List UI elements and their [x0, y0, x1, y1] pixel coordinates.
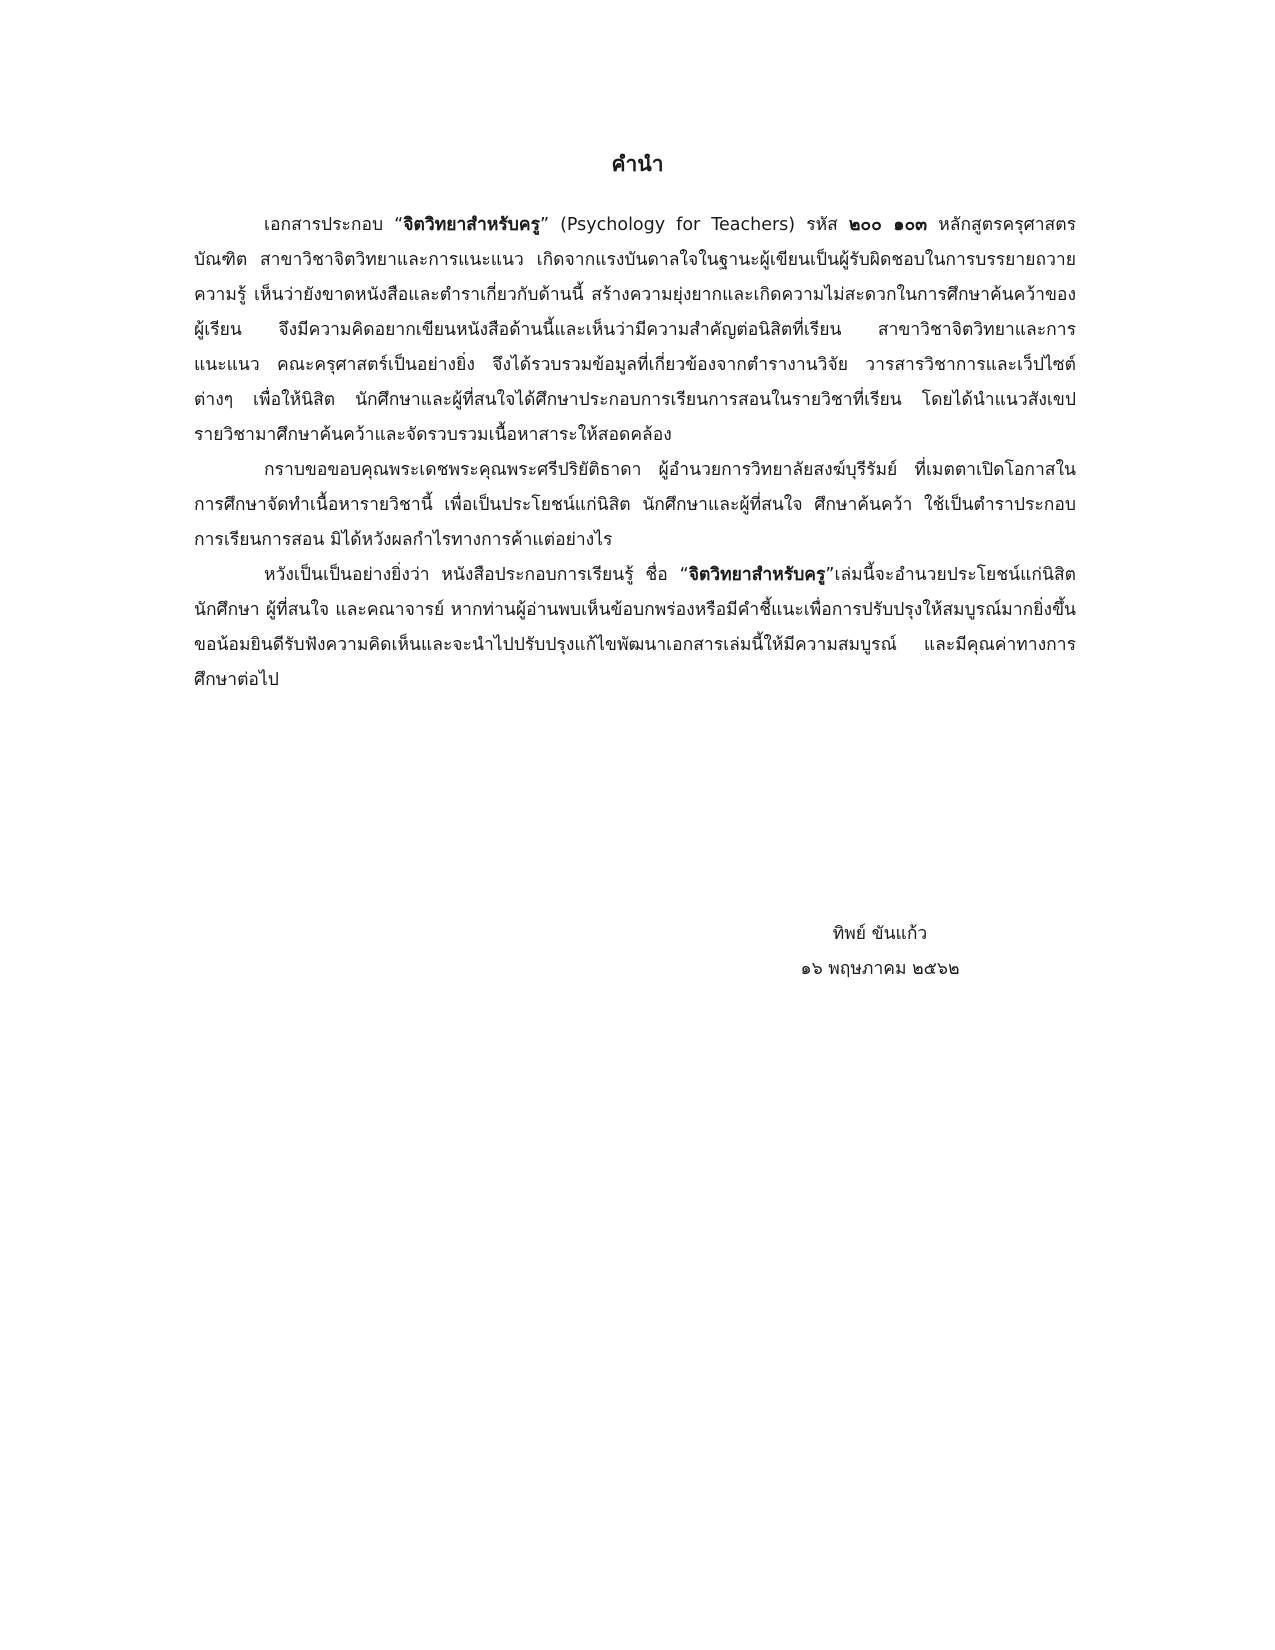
preface-body — [194, 208, 1076, 698]
text-segment: กราบขอขอบคุณพระเดชพระคุณพระศรีปริยัติธาดา ผู้อำนวยการวิทยาลัยสงฆ์บุรีรัมย์ ที่เมตตาเปิดโอกาสในการศึกษาจัดทำเนื้อหารายวิชานี้ เพื่อเป็นประโยชน์แก่นิสิต นักศึกษาและผู้ที่สนใจ ศึกษาค้นคว้า ใช้เป็นตำราประกอบการเรียนการสอน มิได้หวังผลกำไรทางการค้าแต่อย่างไร — [194, 460, 1076, 550]
text-segment: เอกสารประกอบ “ — [264, 215, 404, 235]
paragraph-1 — [194, 208, 1076, 453]
text-segment: หวังเป็นเป็นอย่างยิ่งว่า หนังสือประกอบการเรียนรู้ ชื่อ “ — [264, 565, 689, 585]
paragraph-2 — [194, 453, 1076, 558]
page-title: คำนำ — [611, 152, 664, 176]
text-segment: ”เล่มนี้จะอำนวยประโยชน์แก่นิสิต นักศึกษา ผู้ที่สนใจ และคณาจารย์ หากท่านผู้อ่านพบเห็นข้อบกพร่องหรือมีคำชี้แนะเพื่อการปรับปรุงให้สมบูรณ์มากยิ่งขึ้น ขอน้อมยินดีรับฟังความคิดเห็นและจะนำไปปรับปรุงแก้ไขพัฒนาเอกสารเล่มนี้ให้มีความสมบูรณ์ และมีคุณค่าทางการศึกษาต่อไป — [194, 565, 1076, 690]
book-title-text: จิตวิทยาสำหรับครู — [403, 215, 540, 235]
signature-block — [760, 917, 1000, 987]
paragraph-3 — [194, 558, 1076, 698]
author-name: ทิพย์ ขันแก้ว — [832, 924, 928, 944]
text-segment: ” (Psychology for Teachers) รหัส — [539, 215, 849, 235]
signature-date: ๑๖ พฤษภาคม ๒๕๖๒ — [800, 959, 960, 979]
book-title-text: จิตวิทยาสำหรับครู — [688, 565, 826, 585]
course-code-text: ๒๐๐ ๑๐๓ — [848, 215, 928, 235]
text-segment: หลักสูตรครุศาสตรบัณฑิต สาขาวิชาจิตวิทยาและการแนะแนว เกิดจากแรงบันดาลใจในฐานะผู้เขียนเป็นผู้รับผิดชอบในการบรรยายถวายความรู้ เห็นว่ายังขาดหนังสือและตำราเกี่ยวกับด้านนี้ สร้างความยุ่งยากและเกิดความไม่สะดวกในการศึกษาค้นคว้าของผู้เรียน จึงมีความคิดอยากเขียนหนังสือด้านนี้และเห็นว่ามีความสำคัญต่อนิสิตที่เรียน สาขาวิชาจิตวิทยาและการแนะแนว คณะครุศาสตร์เป็นอย่างยิ่ง จึงได้รวบรวมข้อมูลที่เกี่ยวข้องจากตำรางานวิจัย วารสารวิชาการและเว็ปไซต์ต่างๆ เพื่อให้นิสิต นักศึกษาและผู้ที่สนใจได้ศึกษาประกอบการเรียนการสอนในรายวิชาที่เรียน โดยได้นำแนวสังเขปรายวิชามาศึกษาค้นคว้าและจัดรวบรวมเนื้อหาสาระให้สอดคล้อง — [194, 215, 1076, 445]
